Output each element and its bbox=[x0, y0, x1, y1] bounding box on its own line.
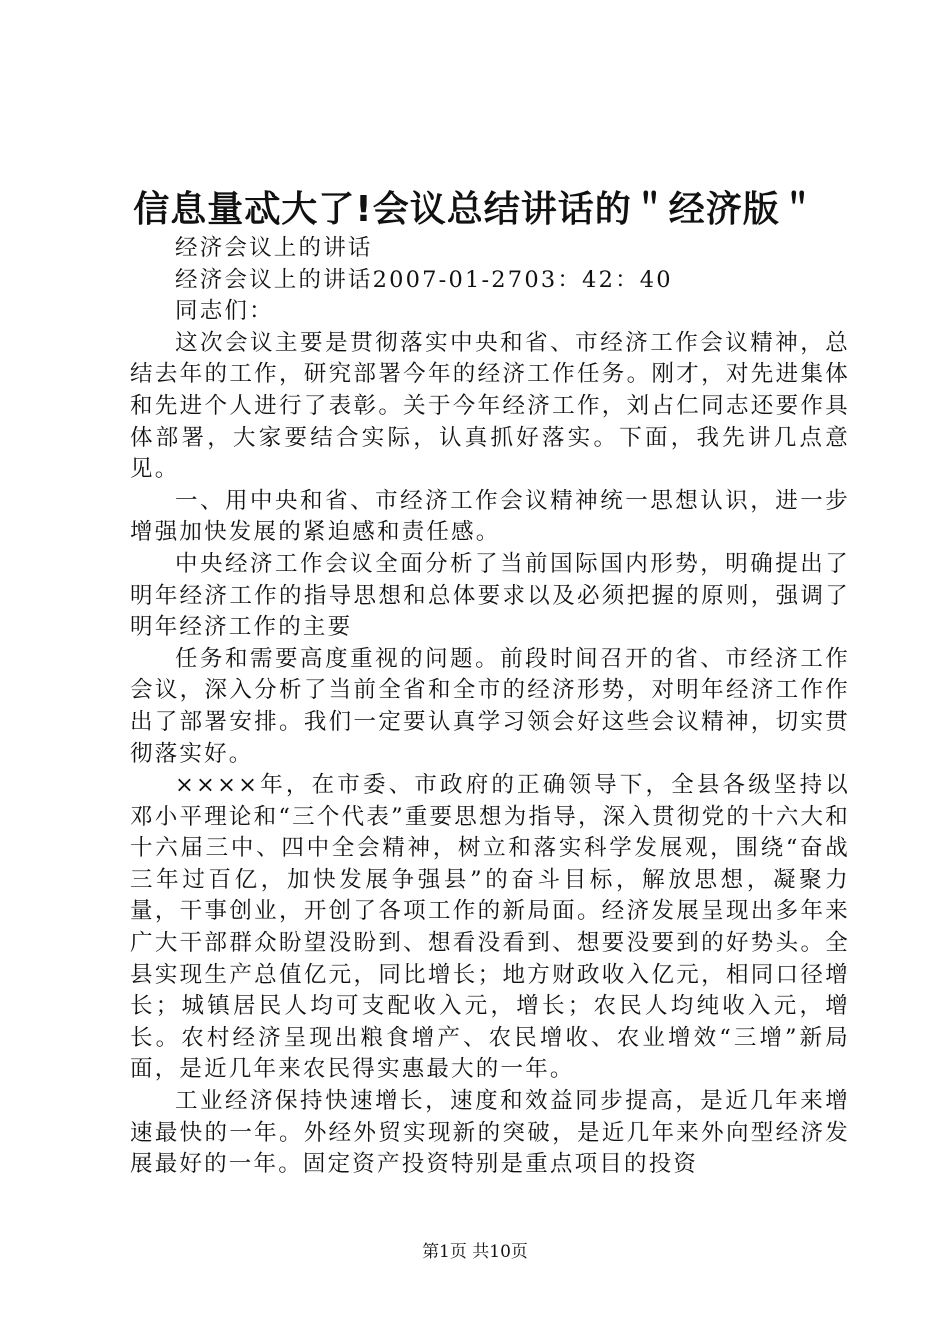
paragraph: 任务和需要高度重视的问题。前段时间召开的省、市经济工作会议，深入分析了当前全省和全市的经济形势，对明年经济工作作出了部署安排。我们一定要认真学习领会好这些会议精神，切实贯彻落实好。 bbox=[130, 645, 850, 767]
paragraph-section-heading: 一、用中央和省、市经济工作会议精神统一思想认识，进一步增强加快发展的紧迫感和责任感。 bbox=[130, 487, 850, 546]
paragraph: 这次会议主要是贯彻落实中央和省、市经济工作会议精神，总结去年的工作，研究部署今年的经济工作任务。刚才，对先进集体和先进个人进行了表彰。关于今年经济工作，刘占仁同志还要作具体部署，大家要结合实际，认真抓好落实。下面，我先讲几点意见。 bbox=[130, 329, 850, 483]
document-body bbox=[130, 233, 850, 1181]
paragraph: ××××年，在市委、市政府的正确领导下，全县各级坚持以邓小平理论和“三个代表”重要思想为指导，深入贯彻党的十六大和十六届三中、四中全会精神，树立和落实科学发展观，围绕“奋战三年过百亿，加快发展争强县”的奋斗目标，解放思想，凝聚力量，干事创业，开创了各项工作的新局面。经济发展呈现出多年来广大干部群众盼望没盼到、想看没看到、想要没要到的好势头。全县实现生产总值亿元，同比增长；地方财政收入亿元，相同口径增长；城镇居民人均可支配收入元，增长；农民人均纯收入元，增长。农村经济呈现出粮食增产、农民增收、农业增效“三增”新局面，是近几年来农民得实惠最大的一年。 bbox=[130, 772, 850, 1083]
page-footer bbox=[0, 1240, 950, 1264]
paragraph: 工业经济保持快速增长，速度和效益同步提高，是近几年来增速最快的一年。外经外贸实现新的突破，是近几年来外向型经济发展最好的一年。固定资产投资特别是重点项目的投资 bbox=[130, 1088, 850, 1178]
paragraph-subtitle-date: 经济会议上的讲话2007-01-2703：42：40 bbox=[175, 266, 673, 293]
page-number: 第1页 bbox=[422, 1242, 467, 1262]
paragraph-subtitle: 经济会议上的讲话 bbox=[175, 235, 373, 261]
paragraph: 中央经济工作会议全面分析了当前国际国内形势，明确提出了明年经济工作的指导思想和总体要求以及必须把握的原则，强调了明年经济工作的主要 bbox=[130, 550, 850, 641]
document-title: 信息量忒大了!会议总结讲话的＂经济版＂ bbox=[133, 189, 817, 230]
page-total: 共10页 bbox=[472, 1242, 528, 1262]
paragraph-salutation: 同志们： bbox=[175, 298, 274, 325]
